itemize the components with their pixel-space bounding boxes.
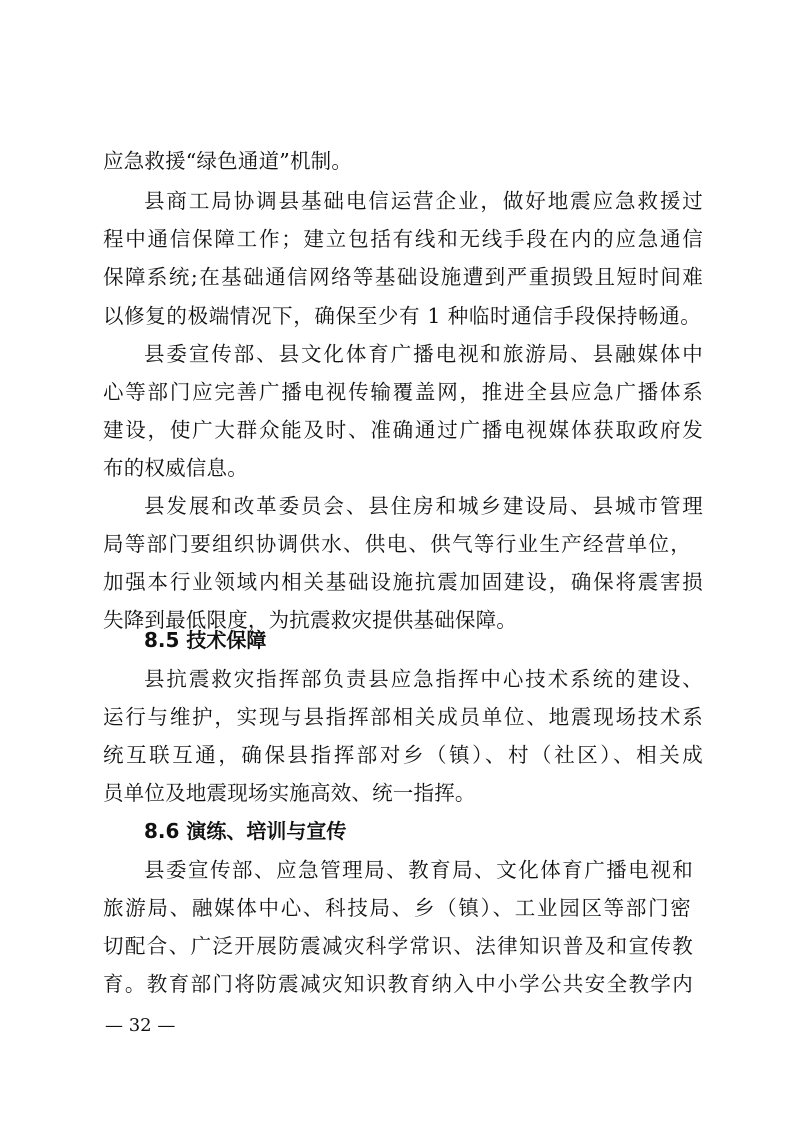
paragraph-line: 县发展和改革委员会、县住房和城乡建设局、县城市管理 [144, 494, 703, 518]
paragraph-line: 失降到最低限度，为抗震救灾提供基础保障。 [103, 608, 517, 632]
paragraph-line: 县商工局协调县基础电信运营企业，做好地震应急救援过 [144, 189, 703, 213]
paragraph-line: 县委宣传部、应急管理局、教育局、文化体育广播电视和 [144, 858, 693, 882]
paragraph-line: 旅游局、融媒体中心、科技局、乡（镇）、工业园区等部门密 [103, 896, 691, 920]
paragraph-line: 加强本行业领域内相关基础设施抗震加固建设，确保将震害损 [103, 570, 703, 594]
paragraph-line: 保障系统;在基础通信网络等基础设施遭到严重损毁且短时间难 [103, 265, 703, 289]
paragraph-line: 切配合、广泛开展防震减灾科学常识、法律知识普及和宣传教 [103, 934, 693, 958]
paragraph-line: 员单位及地震现场实施高效、统一指挥。 [103, 781, 476, 805]
paragraph-line: 统互联互通，确保县指挥部对乡（镇）、村（社区）、相关成 [103, 743, 703, 767]
paragraph-line: 心等部门应完善广播电视传输覆盖网，推进全县应急广播体系 [103, 380, 703, 404]
paragraph-line: 布的权威信息。 [103, 456, 248, 480]
paragraph-line: 应急救援“绿色通道”机制。 [103, 149, 353, 173]
paragraph-line: 县抗震救灾指挥部负责县应急指挥中心技术系统的建设、 [144, 667, 703, 691]
paragraph-line: 以修复的极端情况下，确保至少有 1 种临时通信手段保持畅通。 [103, 304, 701, 328]
paragraph-line: 县委宣传部、县文化体育广播电视和旅游局、县融媒体中 [144, 342, 703, 366]
paragraph-line: 程中通信保障工作；建立包括有线和无线手段在内的应急通信 [103, 227, 703, 251]
paragraph-line: 运行与维护，实现与县指挥部相关成员单位、地震现场技术系 [103, 705, 703, 729]
section-heading: 8.5 技术保障 [144, 628, 267, 652]
page-number: — 32 — [105, 1015, 176, 1036]
paragraph-line: 育。教育部门将防震减灾知识教育纳入中小学公共安全教学内 [103, 972, 693, 996]
section-heading: 8.6 演练、培训与宣传 [144, 819, 347, 843]
paragraph-line: 局等部门要组织协调供水、供电、供气等行业生产经营单位， [103, 532, 691, 556]
paragraph-line: 建设，使广大群众能及时、准确通过广播电视媒体获取政府发 [103, 418, 703, 442]
